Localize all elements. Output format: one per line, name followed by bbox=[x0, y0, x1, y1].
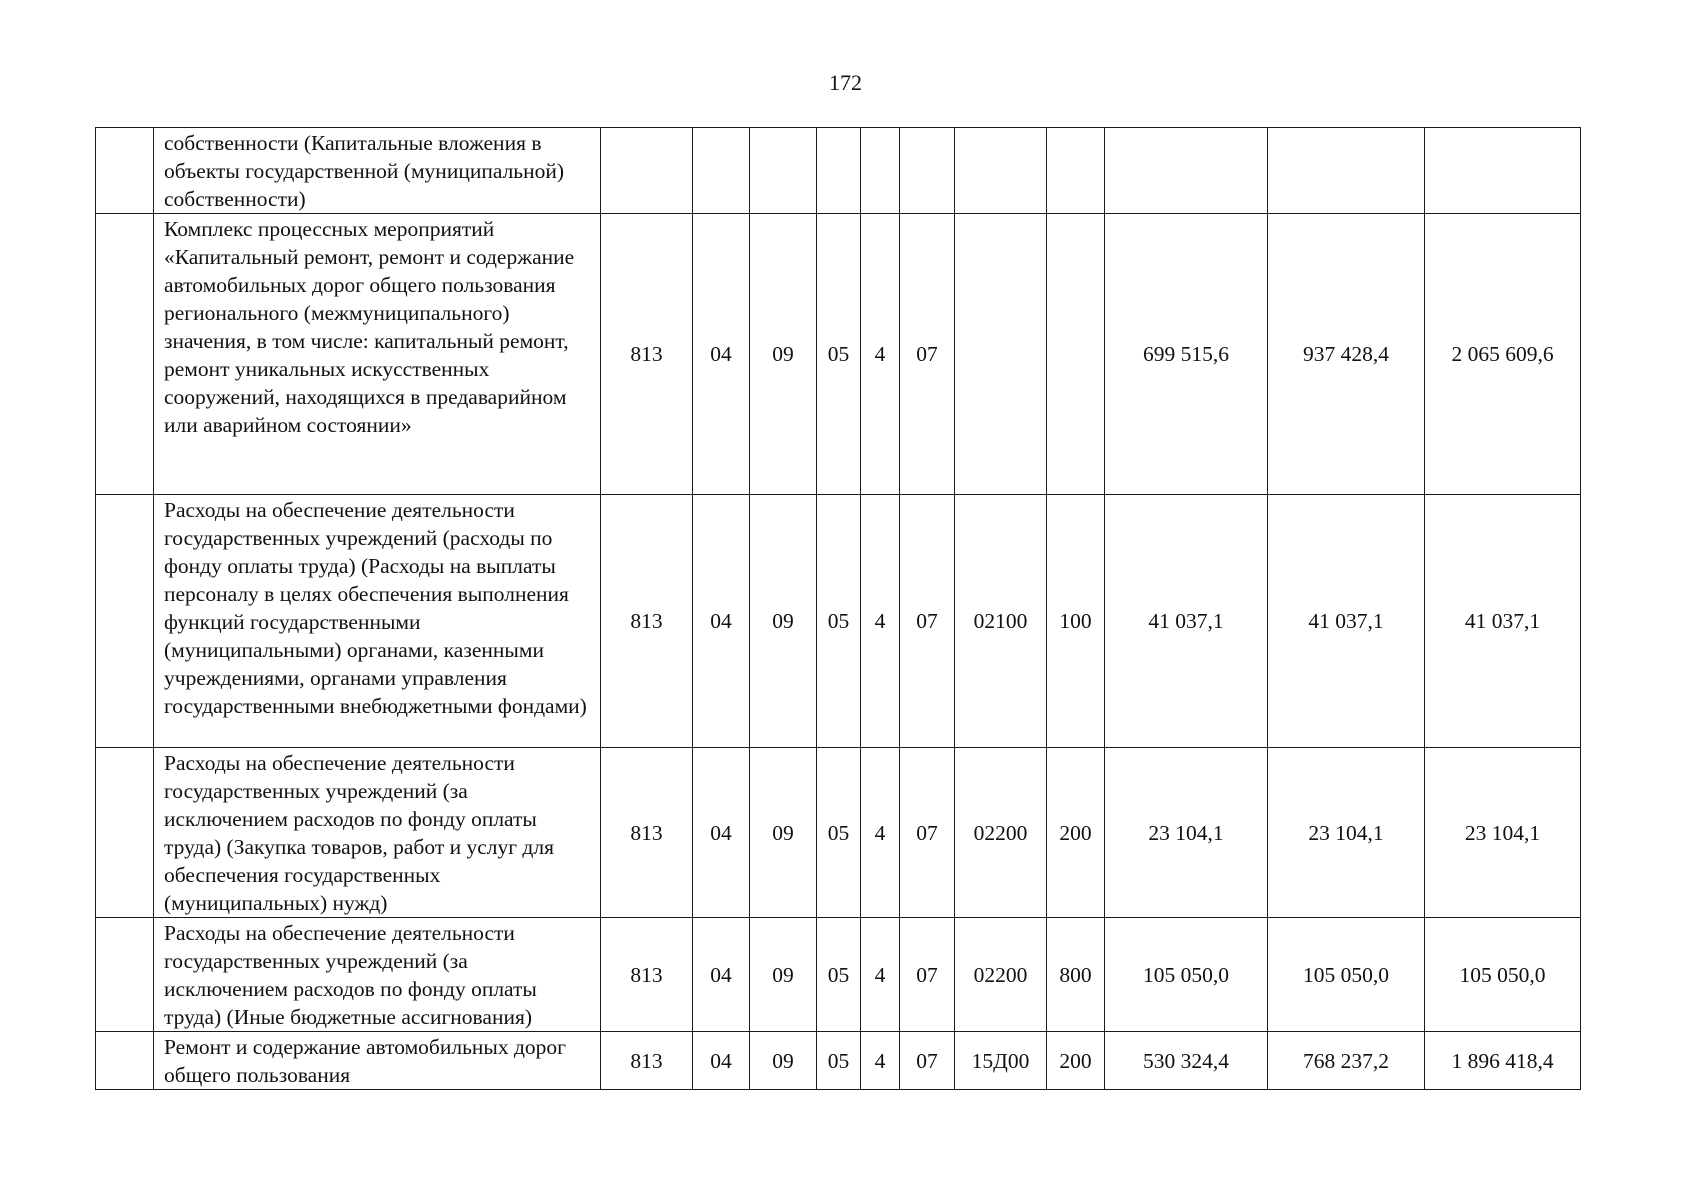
amount-cell-1: 530 324,4 bbox=[1105, 1032, 1268, 1090]
program-code-cell: 05 bbox=[817, 495, 861, 748]
row-number-cell bbox=[96, 214, 154, 495]
description-cell: Расходы на обеспечение деятельности государственных учреждений (за исключением расходов по фонду оплаты труда) (Иные бюджетные ассигнования) bbox=[154, 918, 601, 1032]
subprogram-code-cell: 07 bbox=[900, 214, 955, 495]
subsection-code-cell bbox=[750, 128, 817, 214]
expense-type-cell bbox=[1047, 128, 1105, 214]
ministry-code-cell: 813 bbox=[601, 1032, 693, 1090]
amount-cell-2: 768 237,2 bbox=[1268, 1032, 1425, 1090]
page-number: 172 bbox=[829, 70, 862, 95]
expense-type-cell: 200 bbox=[1047, 748, 1105, 918]
table-row bbox=[96, 918, 1581, 1032]
row-number-cell bbox=[96, 495, 154, 748]
row-number-cell bbox=[96, 748, 154, 918]
subprogram-code-cell bbox=[900, 128, 955, 214]
row-number-cell bbox=[96, 918, 154, 1032]
table-row bbox=[96, 1032, 1581, 1090]
amount-cell-3 bbox=[1425, 128, 1581, 214]
amount-cell-2: 937 428,4 bbox=[1268, 214, 1425, 495]
program-type-cell: 4 bbox=[861, 918, 900, 1032]
direction-code-cell bbox=[955, 214, 1047, 495]
expense-type-cell: 200 bbox=[1047, 1032, 1105, 1090]
description-cell: Комплекс процессных мероприятий «Капитальный ремонт, ремонт и содержание автомобильных дорог общего пользования регионального (межмуниципального) значения, в том числе: капитальный ремонт, ремонт уникальных искусственных сооружений, находящихся в предаварийном или аварийном состоянии» bbox=[154, 214, 601, 495]
direction-code-cell: 02200 bbox=[955, 918, 1047, 1032]
table-row bbox=[96, 214, 1581, 495]
subprogram-code-cell: 07 bbox=[900, 1032, 955, 1090]
subsection-code-cell: 09 bbox=[750, 748, 817, 918]
program-type-cell bbox=[861, 128, 900, 214]
amount-cell-1: 41 037,1 bbox=[1105, 495, 1268, 748]
program-code-cell: 05 bbox=[817, 918, 861, 1032]
expense-type-cell: 100 bbox=[1047, 495, 1105, 748]
amount-cell-1 bbox=[1105, 128, 1268, 214]
ministry-code-cell: 813 bbox=[601, 495, 693, 748]
amount-cell-2: 41 037,1 bbox=[1268, 495, 1425, 748]
program-type-cell: 4 bbox=[861, 495, 900, 748]
ministry-code-cell: 813 bbox=[601, 918, 693, 1032]
program-type-cell: 4 bbox=[861, 748, 900, 918]
direction-code-cell bbox=[955, 128, 1047, 214]
subsection-code-cell: 09 bbox=[750, 495, 817, 748]
description-cell: Ремонт и содержание автомобильных дорог общего пользования bbox=[154, 1032, 601, 1090]
amount-cell-3: 41 037,1 bbox=[1425, 495, 1581, 748]
amount-cell-3: 2 065 609,6 bbox=[1425, 214, 1581, 495]
row-number-cell bbox=[96, 128, 154, 214]
program-type-cell: 4 bbox=[861, 214, 900, 495]
amount-cell-3: 23 104,1 bbox=[1425, 748, 1581, 918]
description-cell: собственности (Капитальные вложения в объекты государственной (муниципальной) собственности) bbox=[154, 128, 601, 214]
expense-type-cell: 800 bbox=[1047, 918, 1105, 1032]
direction-code-cell: 15Д00 bbox=[955, 1032, 1047, 1090]
description-cell: Расходы на обеспечение деятельности государственных учреждений (за исключением расходов по фонду оплаты труда) (Закупка товаров, работ и услуг для обеспечения государственных (муниципальных) нужд) bbox=[154, 748, 601, 918]
amount-cell-1: 699 515,6 bbox=[1105, 214, 1268, 495]
program-code-cell bbox=[817, 128, 861, 214]
table-row bbox=[96, 495, 1581, 748]
subsection-code-cell: 09 bbox=[750, 918, 817, 1032]
table-row bbox=[96, 748, 1581, 918]
program-code-cell: 05 bbox=[817, 214, 861, 495]
amount-cell-2: 23 104,1 bbox=[1268, 748, 1425, 918]
amount-cell-1: 23 104,1 bbox=[1105, 748, 1268, 918]
program-code-cell: 05 bbox=[817, 748, 861, 918]
program-code-cell: 05 bbox=[817, 1032, 861, 1090]
amount-cell-3: 105 050,0 bbox=[1425, 918, 1581, 1032]
budget-table bbox=[95, 127, 1581, 1090]
ministry-code-cell: 813 bbox=[601, 214, 693, 495]
description-cell: Расходы на обеспечение деятельности государственных учреждений (расходы по фонду оплаты труда) (Расходы на выплаты персоналу в целях обеспечения выполнения функций государственными (муниципальными) органами, казенными учреждениями, органами управления государственными внебюджетными фондами) bbox=[154, 495, 601, 748]
direction-code-cell: 02200 bbox=[955, 748, 1047, 918]
table-row bbox=[96, 128, 1581, 214]
section-code-cell: 04 bbox=[693, 214, 750, 495]
amount-cell-2 bbox=[1268, 128, 1425, 214]
ministry-code-cell bbox=[601, 128, 693, 214]
row-number-cell bbox=[96, 1032, 154, 1090]
subsection-code-cell: 09 bbox=[750, 1032, 817, 1090]
subsection-code-cell: 09 bbox=[750, 214, 817, 495]
amount-cell-3: 1 896 418,4 bbox=[1425, 1032, 1581, 1090]
amount-cell-2: 105 050,0 bbox=[1268, 918, 1425, 1032]
subprogram-code-cell: 07 bbox=[900, 918, 955, 1032]
subprogram-code-cell: 07 bbox=[900, 495, 955, 748]
section-code-cell: 04 bbox=[693, 748, 750, 918]
amount-cell-1: 105 050,0 bbox=[1105, 918, 1268, 1032]
ministry-code-cell: 813 bbox=[601, 748, 693, 918]
section-code-cell: 04 bbox=[693, 918, 750, 1032]
expense-type-cell bbox=[1047, 214, 1105, 495]
subprogram-code-cell: 07 bbox=[900, 748, 955, 918]
program-type-cell: 4 bbox=[861, 1032, 900, 1090]
section-code-cell: 04 bbox=[693, 495, 750, 748]
section-code-cell: 04 bbox=[693, 1032, 750, 1090]
direction-code-cell: 02100 bbox=[955, 495, 1047, 748]
section-code-cell bbox=[693, 128, 750, 214]
